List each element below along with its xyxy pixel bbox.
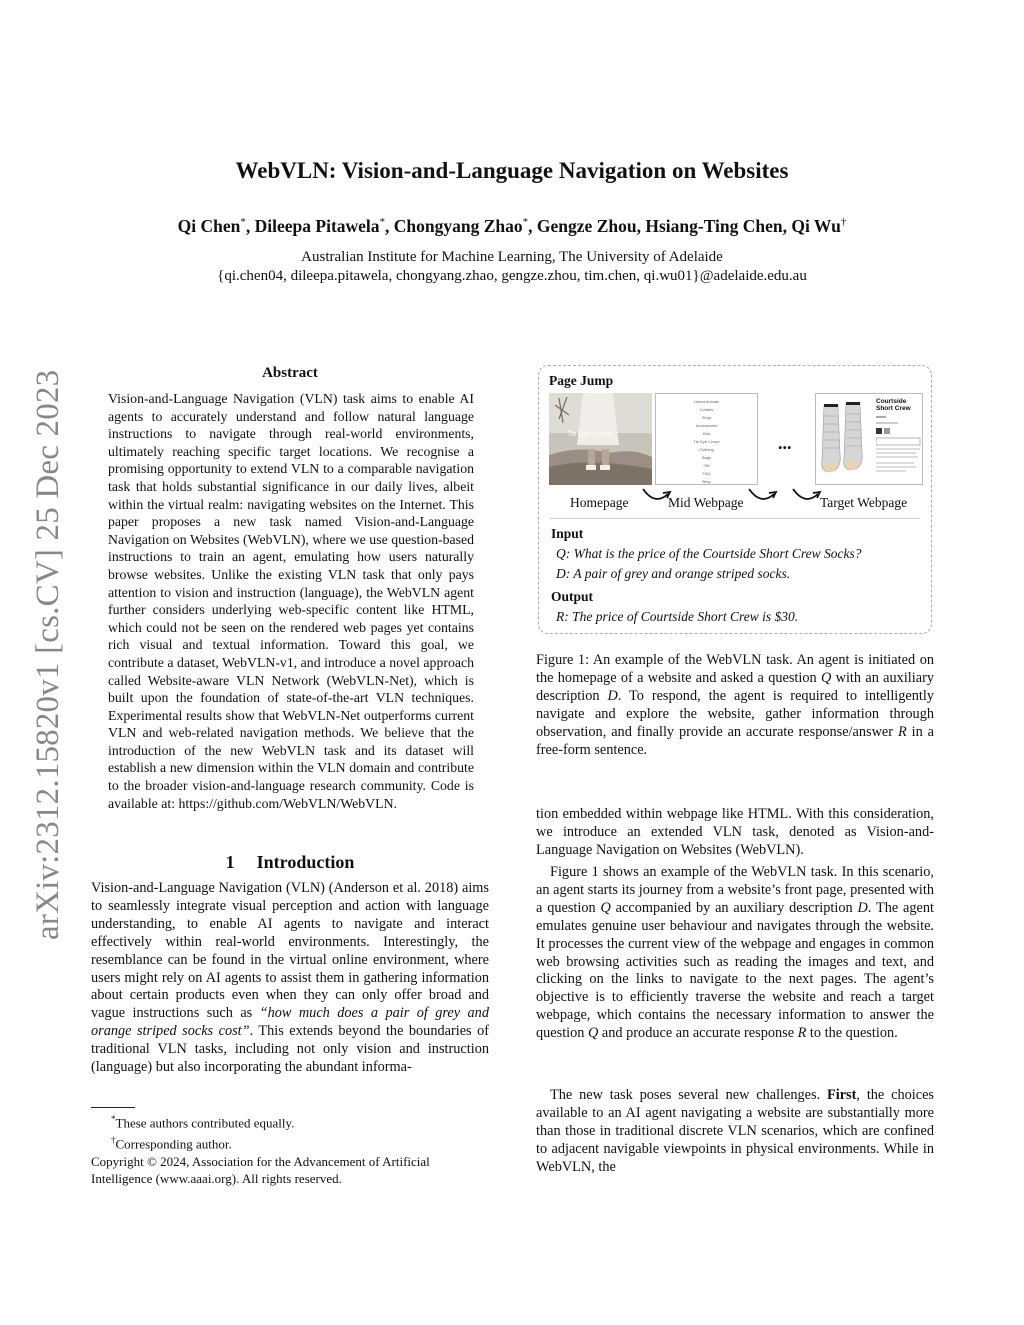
author-name: Qi Chen xyxy=(177,216,241,236)
mid-menu-item: Kids xyxy=(702,431,711,436)
figure-1-caption: Figure 1: An example of the WebVLN task. An agent is initiated on the homepage of a website and asked a question Q with an auxiliary description D. To respond, the agent is required to intelligently navigate and explore the website, gather information through observation, and finally provide an accurate response/answer R in a free-form sentence. xyxy=(536,652,934,758)
author-name: Hsiang-Ting Chen xyxy=(645,216,783,236)
mid-menu-item: Accessories xyxy=(695,423,718,428)
paper-title: WebVLN: Vision-and-Language Navigation on Websites xyxy=(235,158,789,183)
section-heading-introduction xyxy=(90,852,490,873)
introduction-paragraph xyxy=(91,880,489,1077)
section-number: 1 xyxy=(225,852,235,872)
output-label: Output xyxy=(551,589,594,604)
author-emails: {qi.chen04, dileepa.pitawela, chongyang.zhao, gengze.zhou, tim.chen, qi.wu01}@adelaide.edu.au xyxy=(217,268,807,284)
product-details xyxy=(876,416,922,482)
author-mark: * xyxy=(522,216,529,229)
mid-menu-item: Latest Arrivals xyxy=(693,399,720,404)
question-line: Q: What is the price of the Courtside Short Crew Socks? xyxy=(556,546,862,561)
affiliation-block xyxy=(0,248,1024,286)
target-webpage-label: Target Webpage xyxy=(820,495,908,510)
right-paragraph-1: tion embedded within webpage like HTML. With this consideration, we introduce an extended VLN task, denoted as Vision-and-Language Navigation on Websites (WebVLN). xyxy=(536,806,934,858)
homepage-banner-text: Tie Dye Crews xyxy=(567,431,613,438)
intro-text: Vision-and-Language Navigation (VLN) (Anderson et al. 2018) aims to seamlessly integrate visual perception and action with language understanding, to enable AI agents to navigate and interact effectively within real-world environments. Interestingly, the resemblance can be found in the virtual online environment, where users might rely on AI agents to assist them in gathering information about certain products even when they can only offer broad and vague instructions such as xyxy=(91,880,489,1022)
mid-menu-item: Shop xyxy=(701,415,712,420)
mid-menu-item: Blog xyxy=(702,479,711,484)
jump-arrow-2 xyxy=(746,486,780,506)
mid-menu-item: Collabs xyxy=(699,407,714,412)
section-title: Introduction xyxy=(256,852,355,872)
intro-example-query: “how much does a pair of grey and orange striped socks cost” xyxy=(91,1005,489,1040)
jump-arrow-3 xyxy=(790,486,824,506)
footnote-corresponding: †Corresponding author. xyxy=(111,1134,232,1152)
footnotes xyxy=(91,1111,489,1188)
right-paragraph-3: The new task poses several new challenges. First, the choices available to an AI agent navigating a website are substantially more than those in traditional discrete VLN scenarios, which are confined to adjacent navigable viewpoints in physical environments. While in WebVLN, the xyxy=(536,1087,934,1175)
author-mark: † xyxy=(840,216,847,229)
footnote-rule xyxy=(91,1107,135,1108)
mid-menu-item: Gift xyxy=(703,463,710,468)
page-jump-label: Page Jump xyxy=(549,373,614,388)
target-webpage-screenshot xyxy=(815,393,923,485)
mid-webpage-label: Mid Webpage xyxy=(668,495,744,510)
abstract-text: Vision-and-Language Navigation (VLN) task aims to enable AI agents to accurately understand and follow natural language instructions to navigate through real-world environments, ultimately reaching specific target locations. We recognise a promising opportunity to extend VLN to a comparable navigation task that holds substantial significance in our daily lives, albeit within the virtual realm: navigating websites on the Internet. This paper proposes a new task named Vision-and-Language Navigation on Websites (WebVLN), where we use question-based instructions to train an agent, emulating how users naturally browse websites. Unlike the existing VLN task that only pays attention to vision and instruction (language), the WebVLN agent further considers underlying web-specific content like HTML, which could not be seen on the rendered web pages yet contains rich visual and textual information. Toward this goal, we contribute a dataset, WebVLN-v1, and introduce a novel approach called Website-aware VLN Network (WebVLN-Net), which is built upon the foundation of state-of-the-art VLN techniques. Experimental results show that WebVLN-Net outperforms current VLN and web-related navigation methods. We believe that the introduction of the new WebVLN task and its dataset will establish a new dimension within the VLN domain and contribute to the broader vision-and-language research community. Code is available at: https://github.com/WebVLN/WebVLN. xyxy=(108,391,474,811)
author-name: Qi Wu xyxy=(791,216,841,236)
mid-menu-item: Bags xyxy=(701,455,712,460)
input-label: Input xyxy=(551,526,584,541)
right-paragraph-2: Figure 1 shows an example of the WebVLN task. In this scenario, an agent starts its journey from a website’s front page, presented with a question Q accompanied by an auxiliary description D. The agent emulates genuine user behaviour and navigates through the website. It processes the current view of the webpage and engages in common web browsing activities such as reading the images and text, and clicking on the links to navigate to the next pages. The agent’s objective is to efficiently traverse the website and reach a target webpage, which contains the necessary information to answer the question Q and produce an accurate response R to the question. xyxy=(536,864,934,1042)
mid-webpage-menu xyxy=(656,394,757,485)
description-line: D: A pair of grey and orange striped socks. xyxy=(556,566,791,581)
mid-menu-item: FAQ xyxy=(702,471,711,476)
author-list: Qi Chen*, Dileepa Pitawela*, Chongyang Zhao*, Gengze Zhou, Hsiang-Ting Chen, Qi Wu† xyxy=(177,216,847,236)
figure-divider xyxy=(550,518,920,519)
mid-menu-item: Tie Dye Crews xyxy=(693,439,720,444)
intro-text-cont: . This extends beyond the boundaries of traditional VLN tasks, including not only vision and instruction (language) but also incorporating the abundant informa- xyxy=(91,1023,489,1076)
author-mark: * xyxy=(379,216,386,229)
author-mark: * xyxy=(240,216,246,229)
homepage-photo xyxy=(549,393,652,485)
author-name: Gengze Zhou xyxy=(536,216,637,236)
homepage-screenshot xyxy=(549,393,652,485)
author-name: Chongyang Zhao xyxy=(393,216,523,236)
author-name: Dileepa Pitawela xyxy=(254,216,380,236)
copyright-notice: Copyright © 2024, Association for the Advancement of Artificial Intelligence (www.aaai.org). All rights reserved. xyxy=(91,1153,430,1187)
response-line: R: The price of Courtside Short Crew is $30. xyxy=(556,609,799,624)
affiliation: Australian Institute for Machine Learning, The University of Adelaide xyxy=(301,249,723,265)
homepage-label: Homepage xyxy=(570,495,629,510)
footnote-equal: *These authors contributed equally. xyxy=(111,1114,295,1131)
mid-menu-item: Clothing xyxy=(699,447,714,452)
product-title: Courtside Short Crew xyxy=(876,398,911,412)
arxiv-identifier: arXiv:2312.15820v1 [cs.CV] 25 Dec 2023 xyxy=(30,369,66,940)
abstract-heading: Abstract xyxy=(262,365,318,381)
ellipsis: ... xyxy=(778,433,792,453)
mid-webpage-screenshot xyxy=(655,393,758,485)
socks-product-image xyxy=(816,394,878,484)
